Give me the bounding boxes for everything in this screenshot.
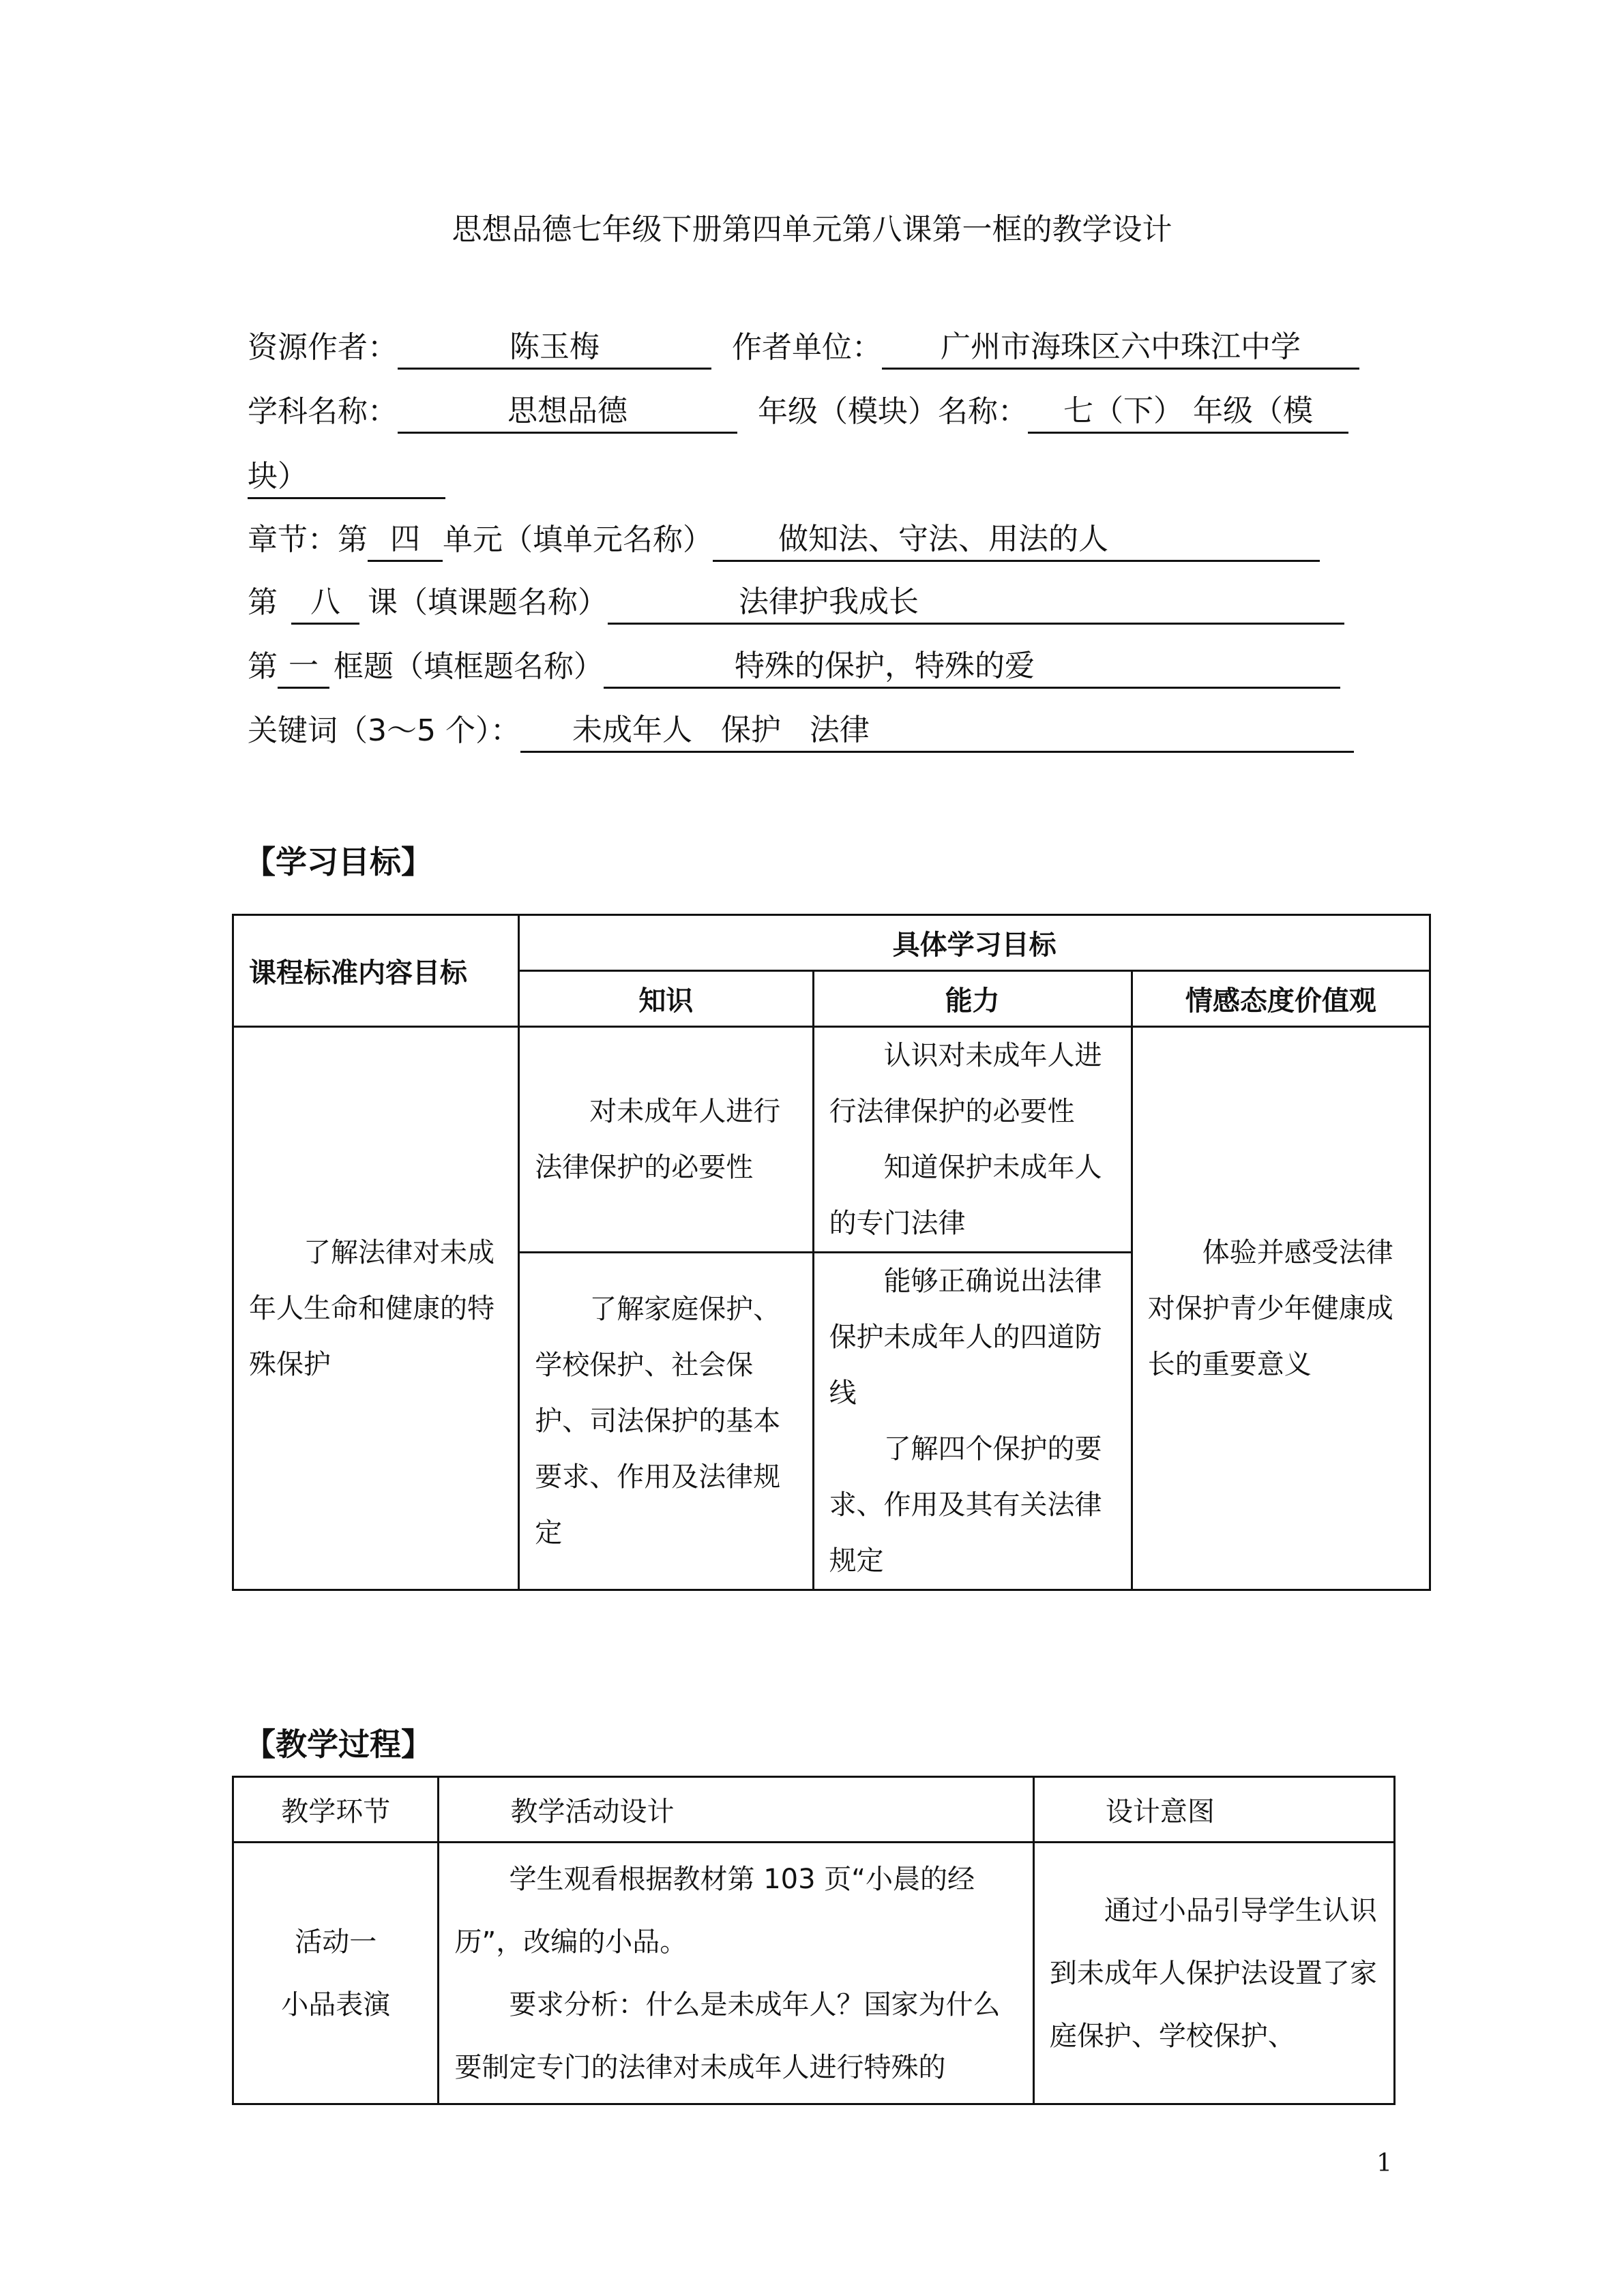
process-heading: 【教学过程】: [244, 1726, 432, 1763]
activity-text-1: 学生观看根据教材第 103 页“小晨的经历”，改编的小品。: [454, 1863, 975, 1958]
frame-name: 特殊的保护，特殊的爱: [604, 646, 1340, 689]
knowledge-text-1: 对未成年人进行法律保护的必要性: [535, 1096, 781, 1183]
stage-cell: [233, 1843, 439, 2104]
knowledge-cell-1: [519, 1027, 813, 1253]
document-title: 思想品德七年级下册第四单元第八课第一框的教学设计: [452, 212, 1172, 247]
col-header-stage: 教学环节: [233, 1777, 439, 1843]
activity-text-2: 要求分析：什么是未成年人？国家为什么要制定专门的法律对未成年人进行特殊的: [454, 1988, 1001, 2083]
stage-line-1: 活动一: [295, 1926, 377, 1958]
lesson-number: 八: [291, 582, 359, 625]
stage-line-2: 小品表演: [281, 1988, 391, 2021]
emotion-text: 体验并感受法律对保护青少年健康成长的重要意义: [1147, 1236, 1393, 1380]
ability-text-2b: 了解四个保护的要求、作用及其有关法律规定: [829, 1433, 1102, 1577]
intent-cell: [1033, 1843, 1394, 2104]
col-header-standard: 课程标准内容目标: [233, 915, 519, 1027]
lesson-prefix: 第: [248, 585, 278, 620]
grade-value: 七（下） 年级（模: [1028, 391, 1348, 434]
objectives-table: [232, 914, 1431, 1591]
subject-label: 学科名称：: [248, 394, 398, 429]
unit-value: 广州市海珠区六中珠江中学: [882, 327, 1359, 370]
knowledge-text-2: 了解家庭保护、学校保护、社会保护、司法保护的基本要求、作用及法律规定: [535, 1294, 781, 1549]
col-header-knowledge: 知识: [519, 971, 813, 1027]
meta-author-line: [248, 326, 1381, 370]
frame-suffix: 框题（填框题名称）: [334, 649, 604, 684]
objectives-heading: 【学习目标】: [244, 844, 432, 880]
col-header-emotion: 情感态度价值观: [1132, 971, 1430, 1027]
meta-grade-cont-line: [248, 456, 1381, 499]
author-value: 陈玉梅: [398, 327, 711, 370]
grade-label: 年级（模块）名称：: [758, 394, 1028, 429]
author-label: 资源作者：: [248, 330, 398, 365]
ability-text-1a: 认识对未成年人进行法律保护的必要性: [829, 1040, 1102, 1127]
meta-chapter-line: [248, 518, 1381, 562]
meta-subject-line: [248, 390, 1381, 434]
intent-text: 通过小品引导学生认识到未成年人保护法设置了家庭保护、学校保护、: [1049, 1894, 1377, 2052]
chapter-number: 四: [368, 519, 443, 562]
lesson-name: 法律护我成长: [608, 582, 1344, 625]
frame-number: 一: [278, 646, 329, 689]
grade-value-cont: 块）: [248, 456, 445, 499]
page-number: 1: [1376, 2149, 1392, 2177]
col-header-specific: 具体学习目标: [519, 915, 1430, 971]
ability-cell-1: [813, 1027, 1132, 1253]
activity-cell: [439, 1843, 1033, 2104]
ability-text-1b: 知道保护未成年人的专门法律: [829, 1152, 1102, 1239]
ability-text-2a: 能够正确说出法律保护未成年人的四道防线: [829, 1266, 1102, 1409]
meta-lesson-line: [248, 581, 1381, 625]
col-header-activity: 教学活动设计: [439, 1777, 1033, 1843]
lesson-suffix: 课（填课题名称）: [368, 585, 608, 620]
unit-label: 作者单位：: [732, 330, 882, 365]
keywords-label: 关键词（3～5 个）：: [248, 713, 520, 748]
meta-frame-line: [248, 645, 1381, 689]
col-header-intent: 设计意图: [1033, 1777, 1394, 1843]
emotion-cell: [1132, 1027, 1430, 1590]
process-table: [232, 1776, 1396, 2105]
frame-prefix: 第: [248, 649, 278, 684]
subject-value: 思想品德: [398, 391, 737, 434]
knowledge-cell-2: [519, 1253, 813, 1590]
standard-cell: [233, 1027, 519, 1590]
col-header-ability: 能力: [813, 971, 1132, 1027]
chapter-prefix: 章节：第: [248, 522, 368, 557]
chapter-name: 做知法、守法、用法的人: [713, 519, 1320, 562]
keywords-value: 未成年人 保护 法律: [520, 710, 1354, 753]
meta-keywords-line: [248, 709, 1381, 753]
chapter-suffix: 单元（填单元名称）: [443, 522, 713, 557]
ability-cell-2: [813, 1253, 1132, 1590]
standard-text: 了解法律对未成年人生命和健康的特殊保护: [249, 1236, 494, 1380]
